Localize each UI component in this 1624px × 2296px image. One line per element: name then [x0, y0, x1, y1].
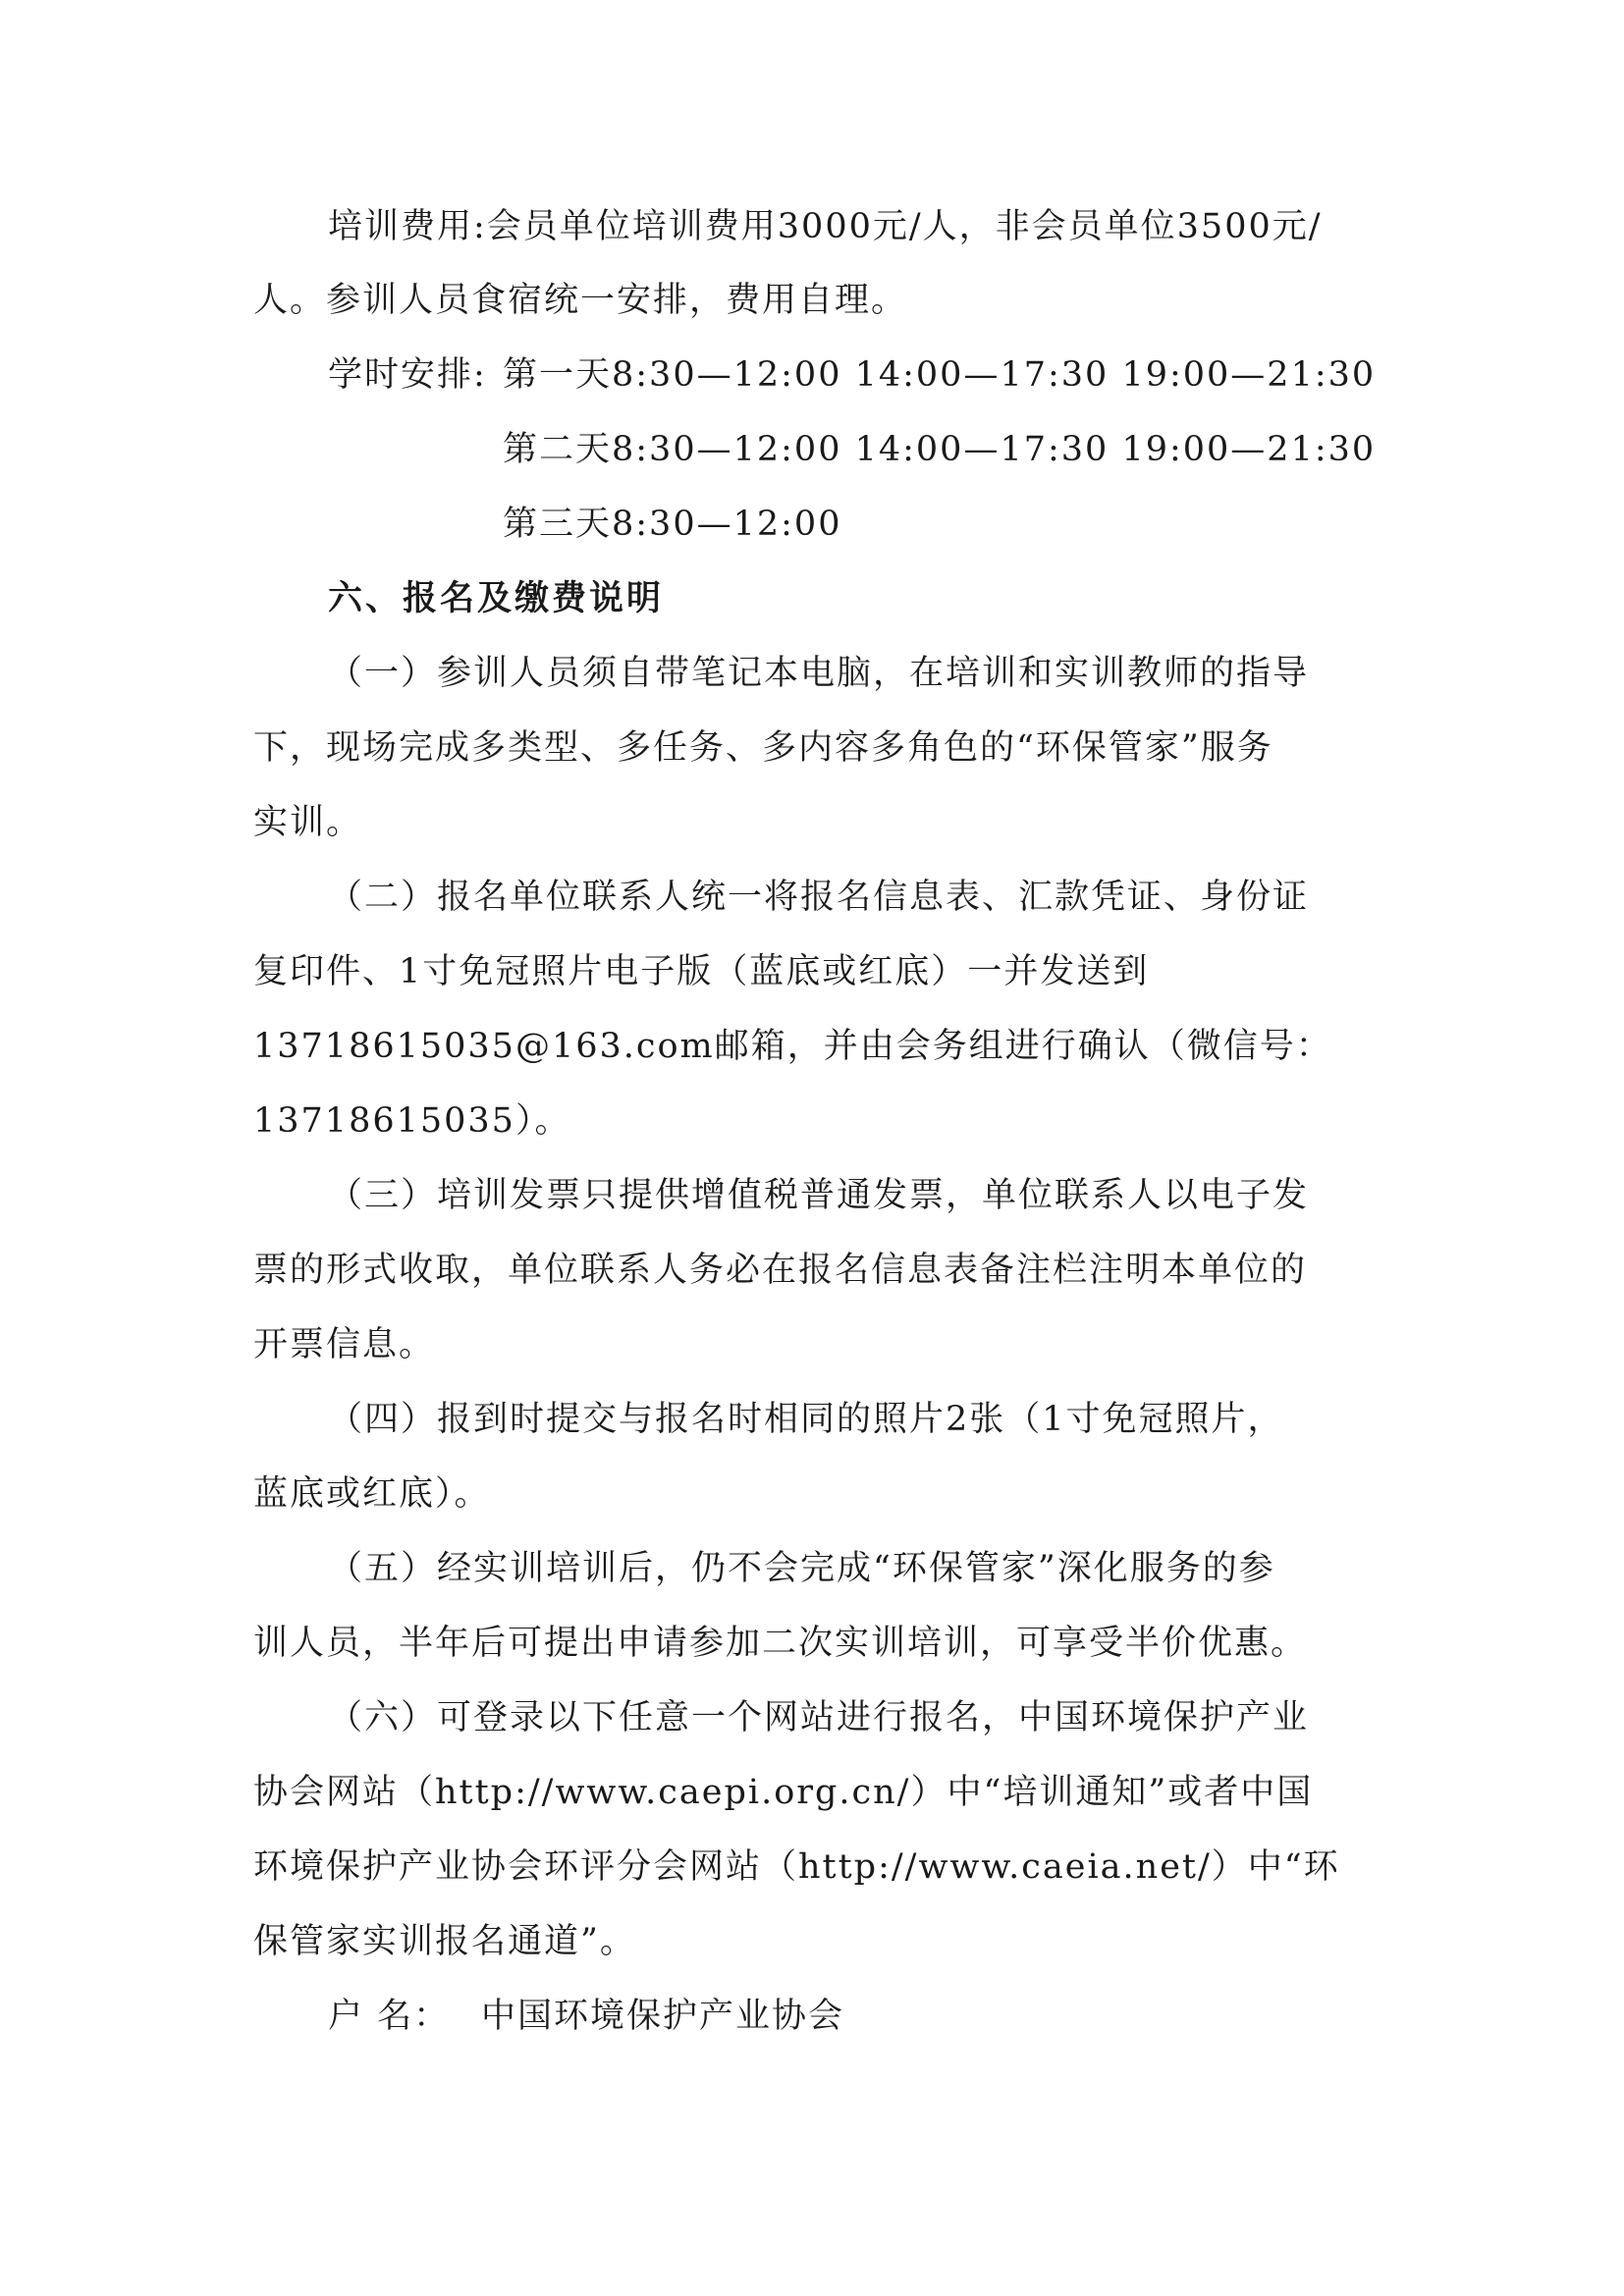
item-5-line-1: （五）经实训培训后，仍不会完成“环保管家”深化服务的参: [328, 1549, 1275, 1588]
item-2-line-2: 复印件、1寸免冠照片电子版（蓝底或红底）一并发送到: [253, 952, 1150, 991]
fee-line-1: 培训费用:会员单位培训费用3000元/人，非会员单位3500元/: [328, 207, 1323, 246]
item-6-line-1: （六）可登录以下任意一个网站进行报名，中国环境保护产业: [328, 1698, 1310, 1737]
account-name-value: 中国环境保护产业协会: [481, 1997, 845, 2036]
fee-line-2: 人。参训人员食宿统一安排，费用自理。: [253, 281, 908, 320]
item-2-line-1: （二）报名单位联系人统一将报名信息表、汇款凭证、身份证: [328, 878, 1310, 917]
schedule-day-3: 第三天8:30—12:00: [503, 505, 842, 544]
item-3-line-3: 开票信息。: [253, 1325, 436, 1364]
item-6-line-4: 保管家实训报名通道”。: [253, 1922, 636, 1961]
item-2-line-3: 13718615035@163.com邮箱，并由会务组进行确认（微信号：: [253, 1027, 1332, 1066]
section-6-title: 六、报名及缴费说明: [328, 579, 665, 618]
item-5-line-2: 训人员，半年后可提出申请参加二次实训培训，可享受半价优惠。: [253, 1624, 1308, 1663]
account-name-label: 户 名：: [328, 1997, 451, 2036]
item-6-line-3: 环境保护产业协会环评分会网站（http://www.caeia.net/）中“环: [253, 1847, 1340, 1887]
item-4-line-1: （四）报到时提交与报名时相同的照片2张（1寸免冠照片，: [328, 1400, 1284, 1439]
item-2-line-4: 13718615035）。: [253, 1101, 571, 1141]
item-3-line-2: 票的形式收取，单位联系人务必在报名信息表备注栏注明本单位的: [253, 1251, 1308, 1290]
schedule-day-2: 第二天8:30—12:00 14:00—17:30 19:00—21:30: [503, 430, 1377, 469]
schedule-day-1: 第一天8:30—12:00 14:00—17:30 19:00—21:30: [503, 355, 1377, 395]
item-1-line-2: 下，现场完成多类型、多任务、多内容多角色的“环保管家”服务: [253, 728, 1273, 768]
schedule-label: 学时安排:: [328, 355, 487, 395]
item-3-line-1: （三）培训发票只提供增值税普通发票，单位联系人以电子发: [328, 1176, 1310, 1215]
item-1-line-1: （一）参训人员须自带笔记本电脑，在培训和实训教师的指导: [328, 654, 1310, 693]
item-1-line-3: 实训。: [253, 803, 363, 842]
item-6-line-2: 协会网站（http://www.caepi.org.cn/）中“培训通知”或者中国: [253, 1773, 1314, 1812]
item-4-line-2: 蓝底或红底）。: [253, 1474, 491, 1514]
